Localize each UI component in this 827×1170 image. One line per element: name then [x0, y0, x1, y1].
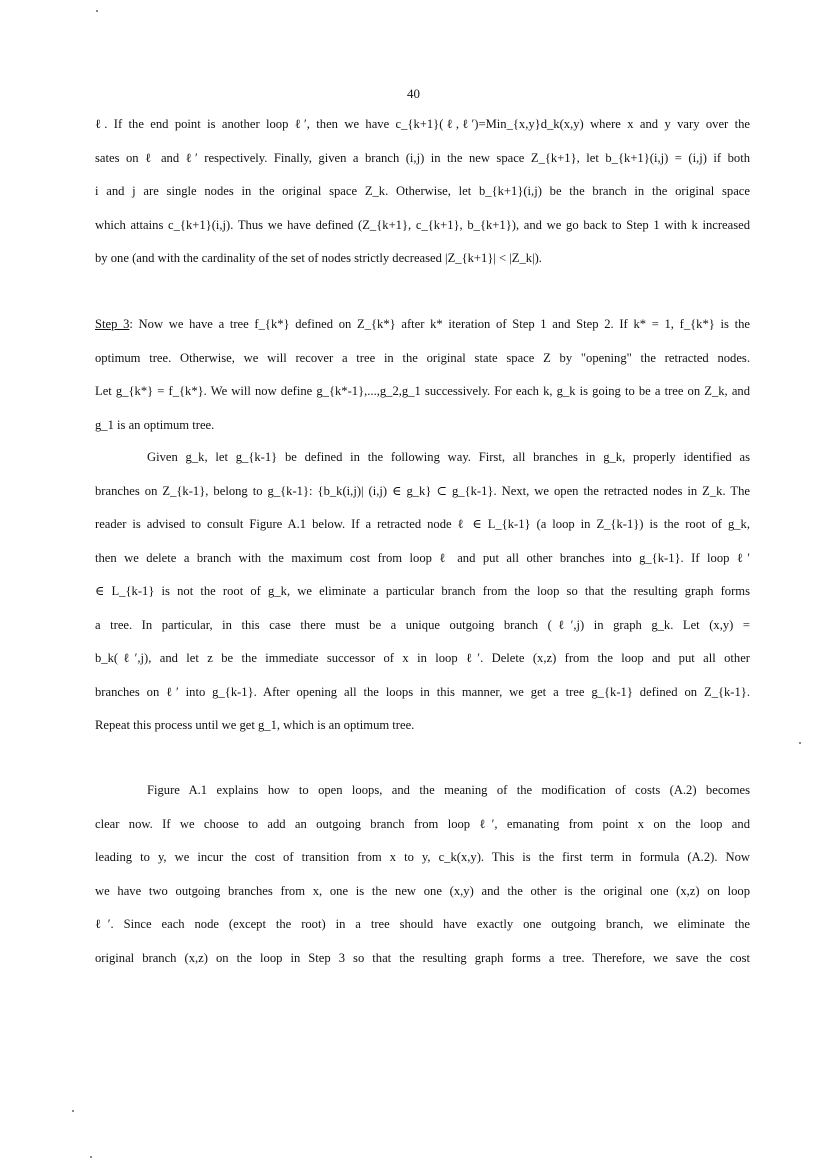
text-line: which attains c_{k+1}(i,j). Thus we have defined (Z_{k+1}, c_{k+1}, b_{k+1}), and we go back to Step 1 with k increased — [95, 217, 750, 232]
text-line: ℓ. If the end point is another loop ℓ′, then we have c_{k+1}(ℓ,ℓ′)=Min_{x,y}d_k(x,y) where x and y vary over the — [95, 117, 750, 131]
text-line: original branch (x,z) on the loop in Step 3 so that the resulting graph forms a tree. Therefore, we save the cost — [95, 950, 750, 965]
text-line: g_1 is an optimum tree. — [95, 417, 215, 432]
text-line: i and j are single nodes in the original space Z_k. Otherwise, let b_{k+1}(i,j) be the branch in the original space — [95, 184, 750, 198]
text-line: optimum tree. Otherwise, we will recover a tree in the original state space Z by "opening" the retracted nodes. — [95, 350, 750, 365]
text-line: reader is advised to consult Figure A.1 below. If a retracted node ℓ ∈ L_{k-1} (a loop in Z_{k-1}) is the root of g_k, — [95, 517, 750, 531]
text-line: clear now. If we choose to add an outgoing branch from loop ℓ′, emanating from point x on the loop and — [95, 816, 750, 831]
text-line: a tree. In particular, in this case there must be a unique outgoing branch (ℓ′,j) in graph g_k. Let (x,y) = — [95, 617, 750, 632]
text-line: we have two outgoing branches from x, one is the new one (x,y) and the other is the original one (x,z) on loop — [95, 883, 750, 898]
text-line: Given g_k, let g_{k-1} be defined in the following way. First, all branches in g_k, properly identified as — [147, 450, 750, 464]
scan-speck — [96, 10, 98, 12]
text-line: Figure A.1 explains how to open loops, and the meaning of the modification of costs (A.2) becomes — [147, 783, 750, 797]
paragraph-opening-loops — [95, 441, 750, 743]
text-line — [95, 308, 750, 342]
paragraph-figure-explanation — [95, 774, 750, 975]
text-line: Let g_{k*} = f_{k*}. We will now define g_{k*-1},...,g_2,g_1 successively. For each k, g_k is going to be a tree on Z_k, and — [95, 384, 750, 398]
text-line: branches on ℓ′ into g_{k-1}. After opening all the loops in this manner, we get a tree g_{k-1} defined on Z_{k-1}. — [95, 684, 750, 699]
text-line: sates on ℓ and ℓ′ respectively. Finally, given a branch (i,j) in the new space Z_{k+1}, let b_{k+1}(i,j) = (i,j) if both — [95, 150, 750, 165]
text-line: b_k(ℓ′,j), and let z be the immediate successor of x in loop ℓ′. Delete (x,z) from the loop and put all other — [95, 651, 750, 665]
scan-speck — [72, 1110, 74, 1112]
scan-speck — [90, 1156, 92, 1158]
text-line: Repeat this process until we get g_1, which is an optimum tree. — [95, 718, 415, 732]
page-number: 40 — [407, 86, 420, 101]
paragraph-step3 — [95, 308, 750, 442]
text-line: leading to y, we incur the cost of transition from x to y, c_k(x,y). This is the first term in formula (A.2). Now — [95, 850, 750, 864]
step3-heading: Step 3 — [95, 317, 130, 331]
text-line: by one (and with the cardinality of the set of nodes strictly decreased |Z_{k+1}| < |Z_k|). — [95, 251, 542, 265]
text-line: ℓ′. Since each node (except the root) in a tree should have exactly one outgoing branch, we eliminate the — [95, 917, 750, 931]
text-line: ∈ L_{k-1} is not the root of g_k, we eliminate a particular branch from the loop so that the resulting graph forms — [95, 584, 750, 598]
text-line: then we delete a branch with the maximum cost from loop ℓ and put all other branches into g_{k-1}. If loop ℓ′ — [95, 550, 750, 565]
paragraph-step2-continuation — [95, 108, 750, 276]
scan-speck — [799, 742, 801, 744]
text-fragment: : Now we have a tree f_{k*} defined on Z_{k*} after k* iteration of Step 1 and Step 2. If k* = 1, f_{k*} is the — [129, 317, 750, 331]
text-line: branches on Z_{k-1}, belong to g_{k-1}: {b_k(i,j)| (i,j) ∈ g_k} ⊂ g_{k-1}. Next, we open the retracted nodes in Z_k. The — [95, 483, 750, 498]
